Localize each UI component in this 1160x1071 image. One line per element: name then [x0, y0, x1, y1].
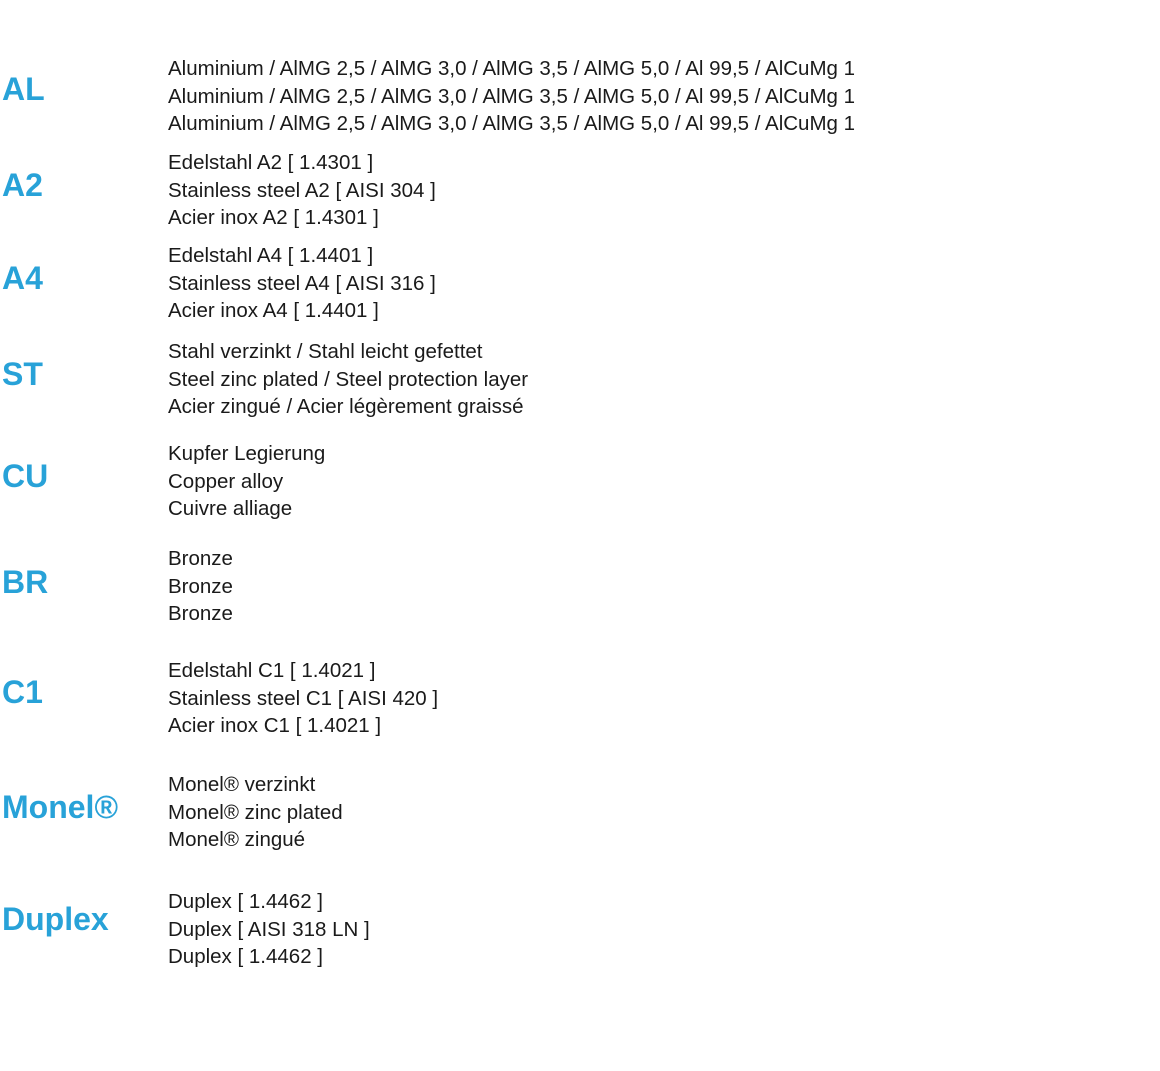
material-descriptions: [168, 528, 1160, 628]
material-code: Monel®: [2, 788, 119, 825]
material-description-en: Copper alloy: [168, 469, 284, 493]
material-description-fr: Bronze: [168, 602, 233, 625]
material-description-de: Kupfer Legierung: [168, 442, 326, 465]
material-row: [0, 635, 1160, 749]
material-descriptions: [168, 325, 1160, 421]
material-description-fr: Cuivre alliage: [168, 497, 293, 520]
material-row: [0, 864, 1160, 974]
material-description-fr: Acier zingué / Acier légèrement graissé: [168, 395, 524, 418]
material-description-de: Bronze: [168, 547, 233, 570]
material-row: [0, 138, 1160, 231]
material-descriptions: [168, 138, 1160, 232]
material-description-fr: Acier inox A2 [ 1.4301 ]: [168, 206, 379, 229]
material-description-en: Duplex [ AISI 318 LN ]: [168, 917, 370, 941]
material-row: [0, 749, 1160, 864]
material-row: [0, 325, 1160, 423]
material-row: [0, 231, 1160, 325]
material-description-de: Edelstahl C1 [ 1.4021 ]: [168, 659, 376, 682]
material-description-en: Aluminium / AlMG 2,5 / AlMG 3,0 / AlMG 3,5 / AlMG 5,0 / Al 99,5 / AlCuMg 1: [168, 84, 856, 108]
material-code: BR: [2, 563, 49, 600]
material-description-fr: Aluminium / AlMG 2,5 / AlMG 3,0 / AlMG 3,5 / AlMG 5,0 / Al 99,5 / AlCuMg 1: [168, 112, 856, 135]
material-description-en: Steel zinc plated / Steel protection layer: [168, 367, 529, 391]
material-code: A2: [2, 166, 43, 203]
material-description-de: Edelstahl A2 [ 1.4301 ]: [168, 151, 374, 174]
material-code: CU: [2, 457, 49, 494]
material-description-fr: Acier inox C1 [ 1.4021 ]: [168, 714, 382, 737]
material-description-de: Duplex [ 1.4462 ]: [168, 890, 323, 913]
material-code: C1: [2, 674, 43, 710]
material-descriptions: [168, 231, 1160, 325]
material-description-fr: Acier inox A4 [ 1.4401 ]: [168, 299, 379, 322]
material-description-fr: Duplex [ 1.4462 ]: [168, 945, 323, 968]
material-row: [0, 40, 1160, 138]
material-description-en: Stainless steel C1 [ AISI 420 ]: [168, 686, 439, 710]
material-code: AL: [2, 71, 45, 107]
material-descriptions: [168, 423, 1160, 523]
material-description-de: Monel® verzinkt: [168, 773, 316, 796]
material-description-de: Aluminium / AlMG 2,5 / AlMG 3,0 / AlMG 3,5 / AlMG 5,0 / Al 99,5 / AlCuMg 1: [168, 57, 856, 80]
material-code: Duplex: [2, 901, 109, 937]
material-descriptions: [168, 864, 1160, 971]
material-description-en: Stainless steel A2 [ AISI 304 ]: [168, 178, 436, 202]
material-row: [0, 423, 1160, 528]
material-description-de: Stahl verzinkt / Stahl leicht gefettet: [168, 340, 483, 363]
material-descriptions: [168, 40, 1160, 138]
material-description-fr: Monel® zingué: [168, 828, 306, 851]
material-row: [0, 528, 1160, 635]
material-code: A4: [2, 260, 43, 296]
material-description-en: Stainless steel A4 [ AISI 316 ]: [168, 271, 436, 295]
material-description-de: Edelstahl A4 [ 1.4401 ]: [168, 244, 374, 267]
material-descriptions: [168, 749, 1160, 854]
material-descriptions: [168, 635, 1160, 740]
material-description-en: Bronze: [168, 574, 233, 598]
material-description-en: Monel® zinc plated: [168, 800, 343, 824]
material-code: ST: [2, 356, 43, 392]
